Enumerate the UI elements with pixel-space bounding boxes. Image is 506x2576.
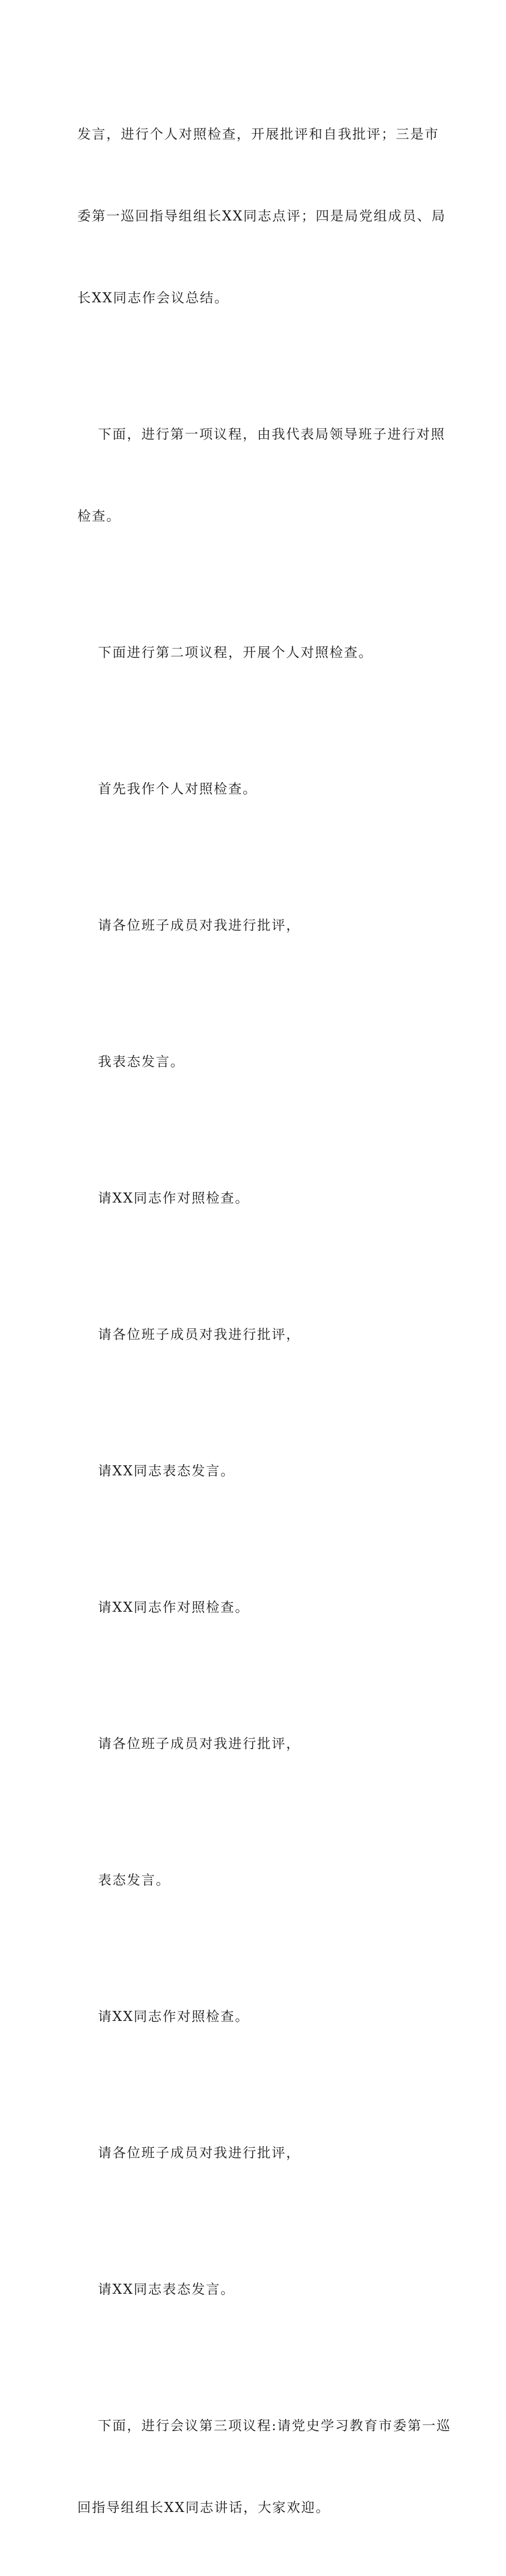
text-line: 请XX同志作对照检查。 xyxy=(98,2009,250,2024)
text-line: 请各位班子成员对我进行批评， xyxy=(98,2145,301,2161)
paragraph xyxy=(77,2221,434,2358)
text-line: 下面进行第二项议程，开展个人对照检查。 xyxy=(98,645,373,660)
text-line: 请各位班子成员对我进行批评， xyxy=(98,917,301,933)
text-line: 发言，进行个人对照检查，开展批评和自我批评；三是市 xyxy=(77,126,439,142)
paragraph xyxy=(77,1130,434,1267)
paragraph xyxy=(77,721,434,857)
text-line: 请各位班子成员对我进行批评， xyxy=(98,1736,301,1751)
text-line: 下面，进行第一项议程，由我代表局领导班子进行对照 xyxy=(98,426,445,442)
paragraph xyxy=(77,1812,434,1949)
text-line: 下面，进行会议第三项议程:请党史学习教育市委第一巡 xyxy=(98,2418,451,2433)
text-line: 我表态发言。 xyxy=(98,1054,185,1069)
paragraph xyxy=(77,1539,434,1676)
text-line: 检查。 xyxy=(77,508,121,524)
paragraph-third-item xyxy=(77,2358,451,2576)
paragraph xyxy=(77,994,434,1130)
text-line: 首先我作个人对照检查。 xyxy=(98,781,257,797)
text-line: 请XX同志作对照检查。 xyxy=(98,1599,250,1615)
text-line: 委第一巡回指导组组长XX同志点评；四是局党组成员、局 xyxy=(77,208,446,224)
paragraph xyxy=(77,857,434,994)
text-line: 表态发言。 xyxy=(98,1872,170,1888)
paragraph xyxy=(77,1676,434,1812)
paragraph-second-item xyxy=(77,585,434,721)
paragraph xyxy=(77,1403,434,1539)
text-line: 请各位班子成员对我进行批评， xyxy=(98,1327,301,1342)
text-line: 长XX同志作会议总结。 xyxy=(77,290,229,306)
paragraph xyxy=(77,1949,434,2085)
text-line: 请XX同志表态发言。 xyxy=(98,2281,235,2297)
text-line: 请XX同志作对照检查。 xyxy=(98,1190,250,1206)
text-line: 回指导组组长XX同志讲话，大家欢迎。 xyxy=(77,2500,331,2515)
paragraph xyxy=(77,2085,434,2221)
paragraph xyxy=(77,1267,434,1403)
document-body xyxy=(77,66,451,2576)
text-line: 请XX同志表态发言。 xyxy=(98,1463,235,1479)
paragraph-agenda-continuation xyxy=(77,66,446,366)
paragraph-first-item xyxy=(77,366,445,585)
